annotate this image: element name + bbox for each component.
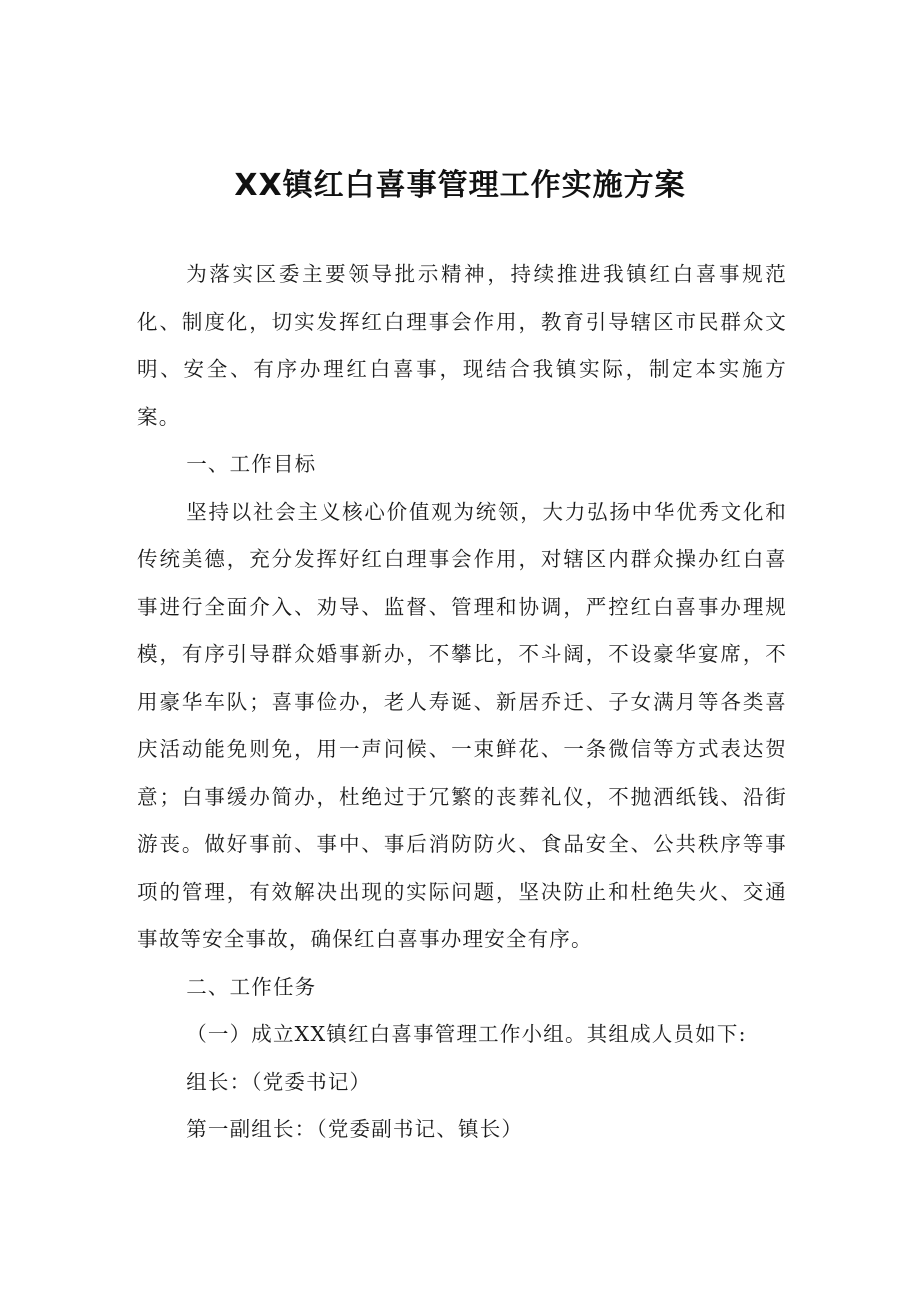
document-title: XX镇红白喜事管理工作实施方案 (234, 168, 686, 203)
section-2-heading: 二、工作任务 (186, 974, 317, 999)
section-1-heading: 一、工作目标 (186, 452, 317, 476)
section-1-paragraph: 坚持以社会主义核心价值观为统领，大力弘扬中华优秀文化和传统美德，充分发挥好红白理事会作用，对辖区内群众操办红白喜事进行全面介入、劝导、监督、管理和协调，严控红白喜事办理规模，有序引导群众婚事新办，不攀比，不斗阔，不设豪华宴席，不用豪华车队；喜事俭办，老人寿诞、新居乔迁、子女满月等各类喜庆活动能免则免，用一声问候、一束鲜花、一条微信等方式表达贺意；白事缓办简办，杜绝过于冗繁的丧葬礼仪，不抛洒纸钱、沿街游丧。做好事前、事中、事后消防防火、食品安全、公共秩序等事项的管理，有效解决出现的实际问题，坚决防止和杜绝失火、交通事故等安全事故，确保红白喜事办理安全有序。 (137, 499, 787, 951)
intro-paragraph: 为落实区委主要领导批示精神，持续推进我镇红白喜事规范化、制度化，切实发挥红白理事会作用，教育引导辖区市民群众文明、安全、有序办理红白喜事，现结合我镇实际，制定本实施方案。 (137, 262, 787, 429)
first-deputy-leader-line: 第一副组长：（党委副书记、镇长） (186, 1117, 524, 1141)
section-2-subheading-1: （一）成立XX镇红白喜事管理工作小组。其组成人员如下: (186, 1022, 747, 1046)
group-leader-line: 组长：（党委书记） (186, 1069, 372, 1094)
document-body (137, 251, 787, 1154)
